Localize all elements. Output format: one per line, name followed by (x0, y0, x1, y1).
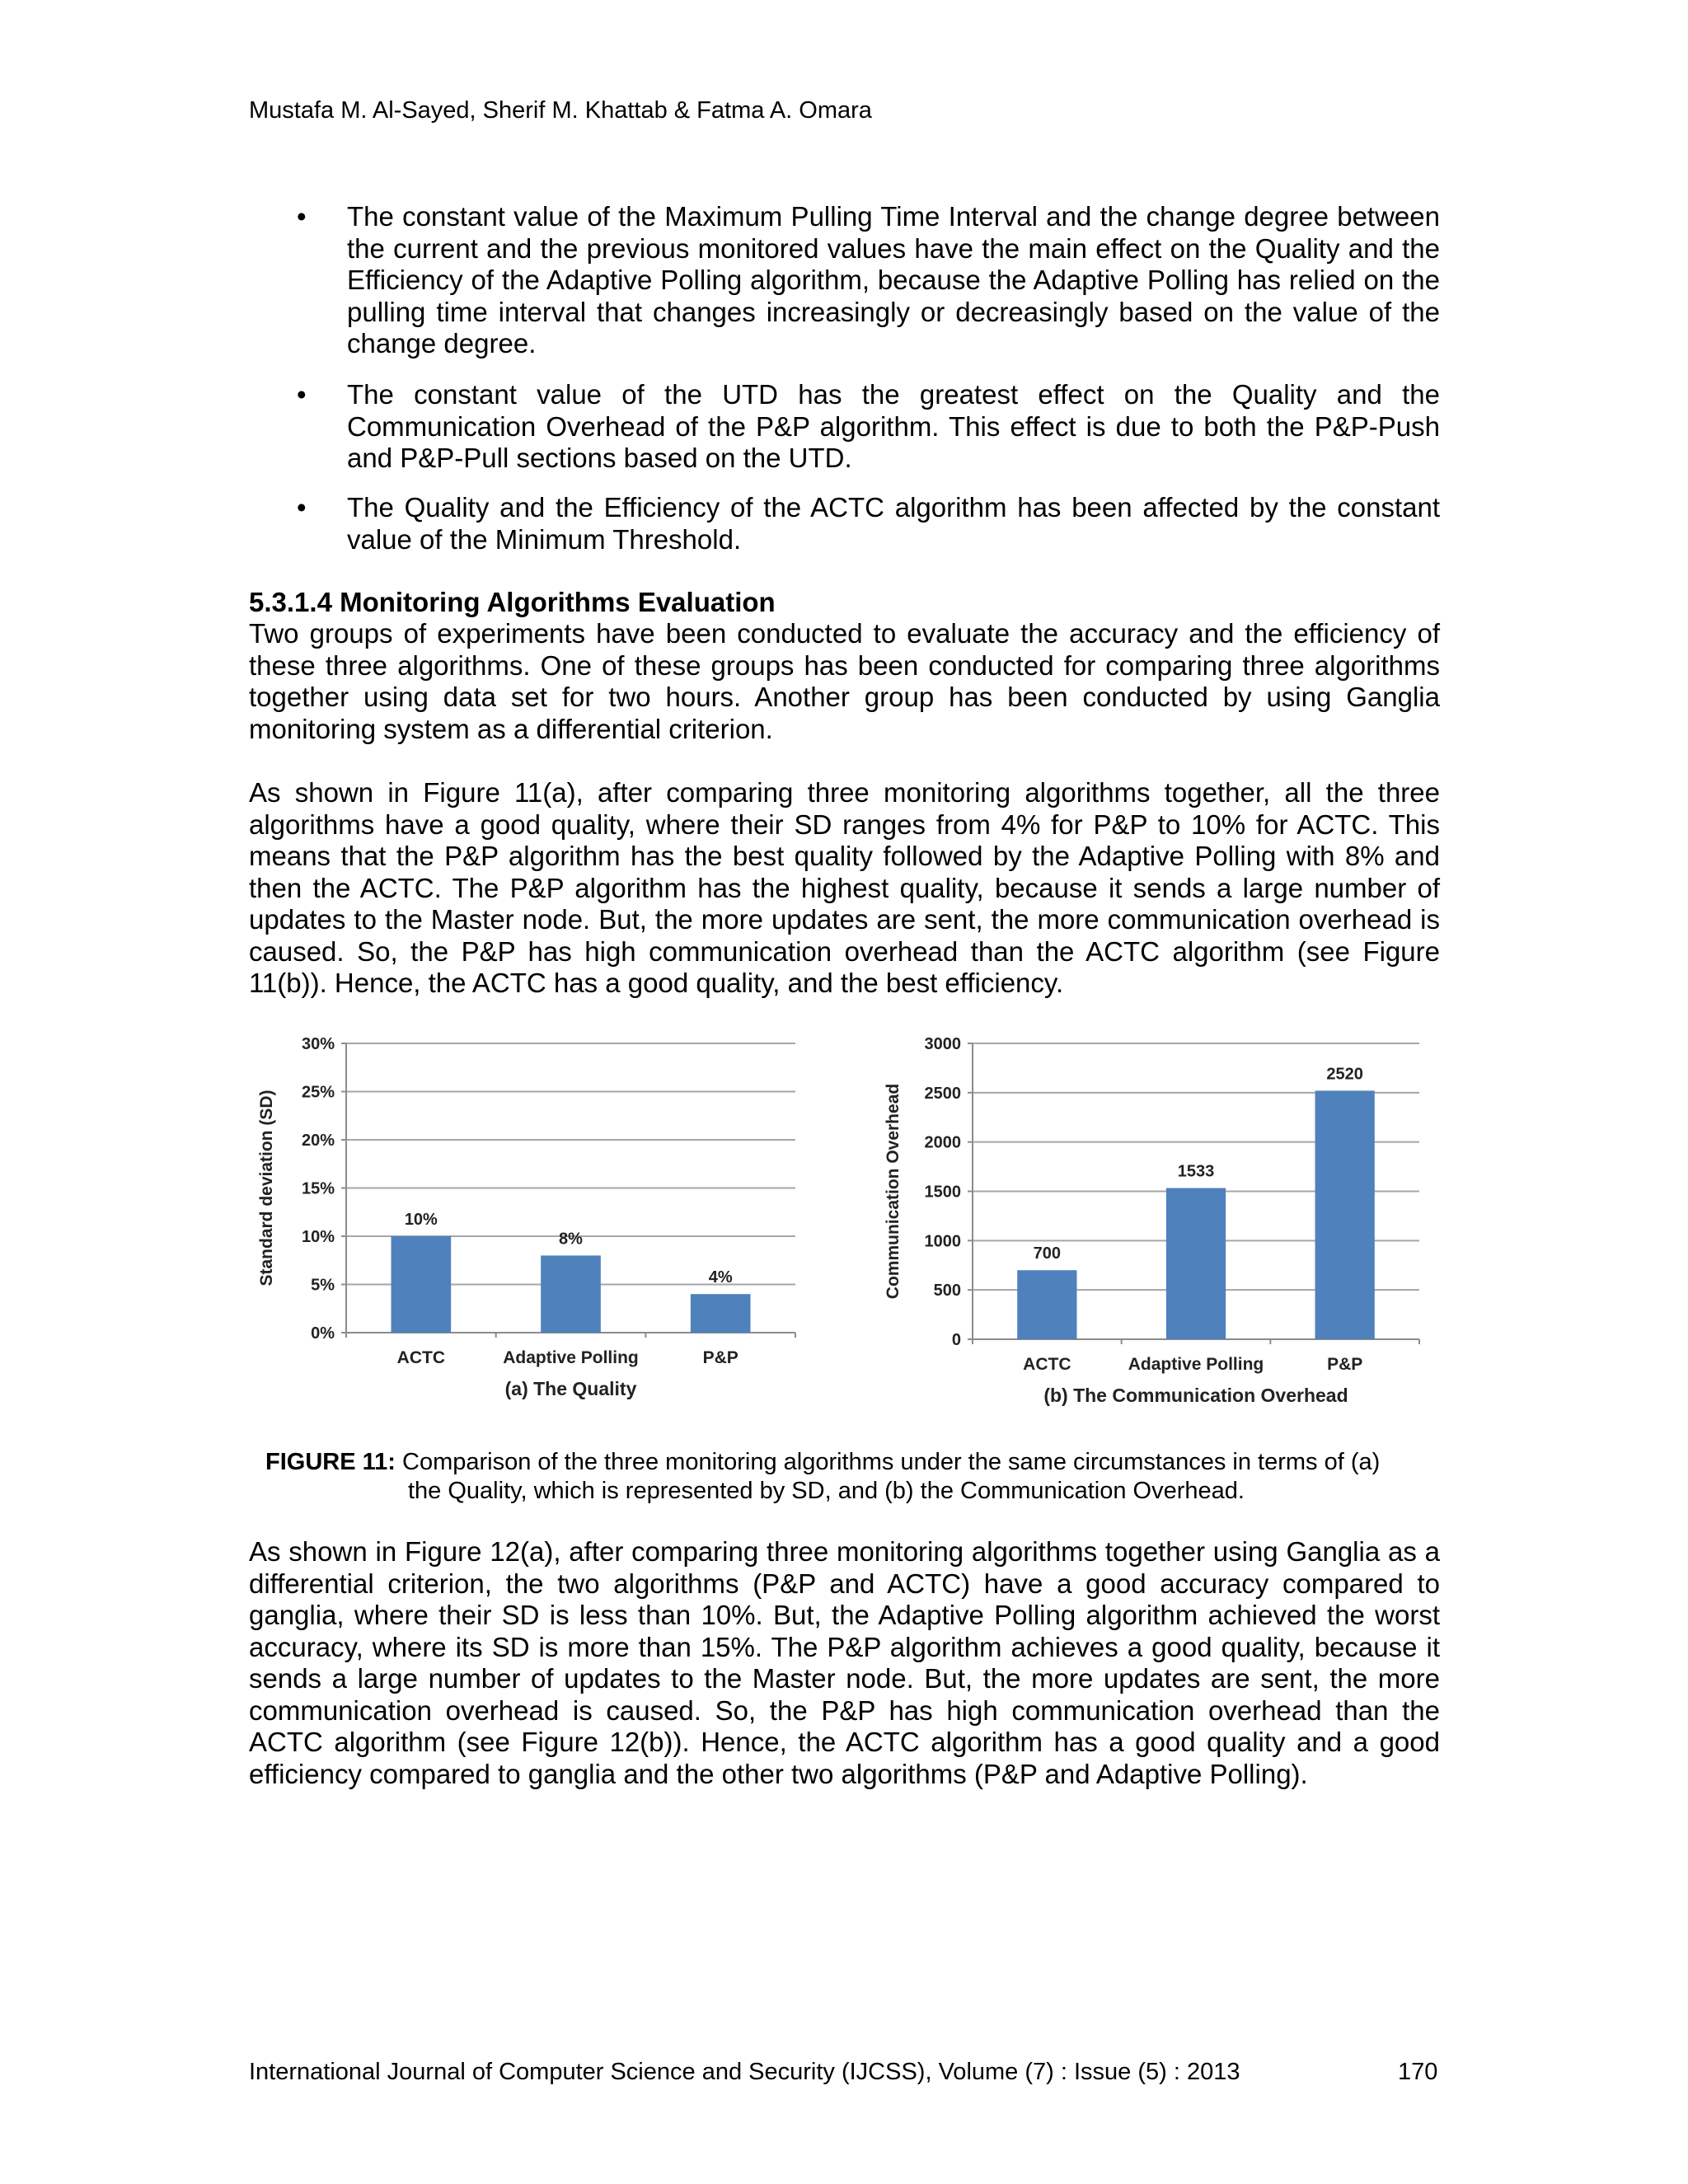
y-tick-label: 20% (301, 1132, 335, 1150)
y-tick-label: 5% (311, 1276, 335, 1295)
paragraph: Two groups of experiments have been conducted to evaluate the accuracy and the efficiency of these three algorithms. One of these groups has been conducted for comparing three algorithms together using data set for two hours. Another group has been conducted by using Ganglia monitoring system as a differential criterion. (249, 618, 1440, 744)
bullet-item: The constant value of the Maximum Pulling Time Interval and the change degree between the current and the previous monitored values have the main effect on the Quality and the Efficiency of the Adaptive Polling algorithm, because the Adaptive Polling has relied on the pulling time interval that changes increasingly or decreasingly based on the value of the change degree. (347, 201, 1440, 359)
caption-text-line2: the Quality, which is represented by SD, and (b) the Communication Overhead. (408, 1478, 1245, 1504)
y-axis-label: Communication Overhead (884, 1083, 903, 1300)
figure-label: FIGURE 11: (265, 1449, 396, 1475)
bullet-item: The constant value of the UTD has the greatest effect on the Quality and the Communication Overhead of the P&P algorithm. This effect is due to both the P&P-Push and P&P-Pull sections based on the UTD. (347, 379, 1440, 473)
bullet-marker: • (297, 201, 307, 232)
running-header: Mustafa M. Al-Sayed, Sherif M. Khattab & Fatma A. Omara (249, 97, 872, 124)
chart-title: (a) The Quality (504, 1378, 637, 1399)
data-label: 2520 (1326, 1065, 1363, 1084)
data-label: 700 (1033, 1244, 1062, 1263)
y-tick-label: 10% (301, 1228, 335, 1246)
figure-caption (265, 1448, 1444, 1506)
bullet-item: The Quality and the Efficiency of the ACTC algorithm has been affected by the constant value of the Minimum Threshold. (347, 492, 1440, 555)
y-tick-label: 2500 (924, 1084, 961, 1103)
y-tick-label: 30% (301, 1035, 335, 1053)
chart-title: (b) The Communication Overhead (1043, 1385, 1348, 1406)
chart-quality (247, 1022, 824, 1409)
data-label: 10% (404, 1211, 438, 1229)
x-tick-label: ACTC (1023, 1355, 1071, 1374)
y-tick-label: 15% (301, 1179, 335, 1198)
paragraph: As shown in Figure 12(a), after comparing three monitoring algorithms together using Ganglia as a differential criterion, the two algorithms (P&P and ACTC) have a good accuracy compared to ganglia, where their SD is less than 10%. But, the Adaptive Polling algorithm achieved the worst accuracy, where its SD is more than 15%. The P&P algorithm achieves a good quality, because it sends a large number of updates to the Master node. But, the more updates are sent, the more communication overhead is caused. So, the P&P has high communication overhead than the ACTC algorithm (see Figure 12(b)). Hence, the ACTC algorithm has a good quality and a good efficiency compared to ganglia and the other two algorithms (P&P and Adaptive Polling). (249, 1536, 1440, 1789)
y-tick-label: 2000 (924, 1133, 961, 1152)
y-tick-label: 0% (311, 1324, 335, 1343)
footer-journal: International Journal of Computer Science and Security (IJCSS), Volume (7) : Issue (5) : 2013 (249, 2059, 1240, 2085)
x-tick-label: P&P (702, 1348, 738, 1367)
y-tick-label: 3000 (924, 1035, 961, 1053)
y-tick-label: 25% (301, 1083, 335, 1102)
y-tick-label: 1500 (924, 1183, 961, 1202)
section-heading: 5.3.1.4 Monitoring Algorithms Evaluation (249, 587, 776, 617)
page-number: 170 (1398, 2059, 1438, 2085)
bullet-marker: • (297, 379, 307, 410)
y-tick-label: 0 (951, 1331, 961, 1349)
x-tick-label: P&P (1327, 1355, 1363, 1374)
data-label: 4% (708, 1268, 733, 1287)
x-tick-label: Adaptive Polling (503, 1348, 639, 1367)
y-tick-label: 1000 (924, 1232, 961, 1251)
y-tick-label: 500 (933, 1282, 961, 1301)
data-label: 1533 (1177, 1162, 1215, 1181)
bar (541, 1255, 601, 1333)
x-tick-label: Adaptive Polling (1128, 1355, 1264, 1374)
chart-communication-overhead (874, 1022, 1451, 1409)
caption-text: Comparison of the three monitoring algorithms under the same circumstances in terms of (a) (402, 1449, 1381, 1475)
bar (1166, 1188, 1226, 1339)
bar (392, 1236, 452, 1333)
bar (691, 1294, 751, 1333)
y-axis-label: Standard deviation (SD) (257, 1090, 276, 1286)
paragraph: As shown in Figure 11(a), after comparing three monitoring algorithms together, all the three algorithms have a good quality, where their SD ranges from 4% for P&P to 10% for ACTC. This means that the P&P algorithm has the best quality followed by the Adaptive Polling with 8% and then the ACTC. The P&P algorithm has the highest quality, because it sends a large number of updates to the Master node. But, the more updates are sent, the more communication overhead is caused. So, the P&P has high communication overhead than the ACTC algorithm (see Figure 11(b)). Hence, the ACTC has a good quality, and the best efficiency. (249, 777, 1440, 998)
bar (1017, 1270, 1076, 1339)
data-label: 8% (559, 1230, 583, 1249)
bar (1315, 1090, 1375, 1339)
x-tick-label: ACTC (396, 1348, 445, 1367)
bullet-marker: • (297, 492, 307, 523)
